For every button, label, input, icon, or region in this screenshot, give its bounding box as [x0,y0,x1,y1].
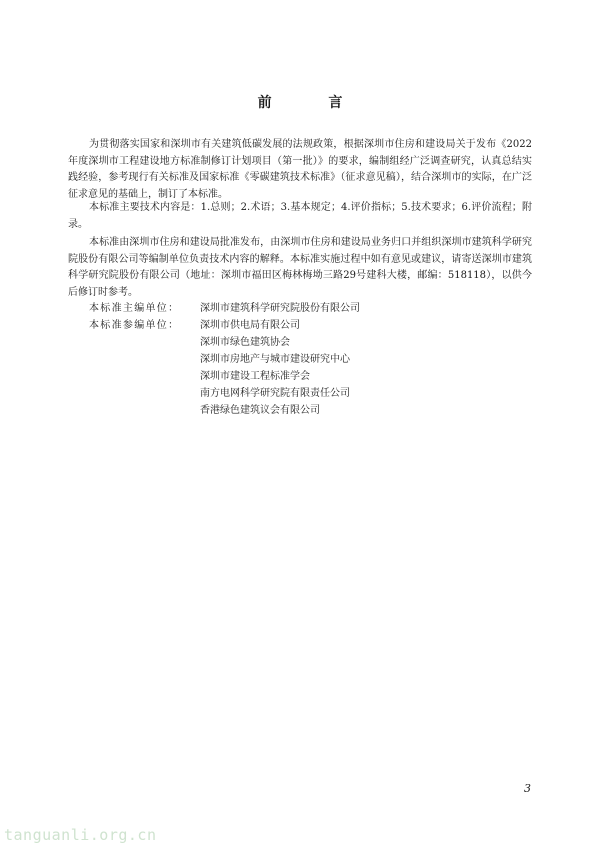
participant-name: 深圳市建设工程标准学会 [200,371,310,382]
participant-name: 深圳市绿色建筑协会 [200,337,290,348]
page-title: 前 言 [257,95,369,111]
watermark-text: tanguanli.org.cn [4,826,157,844]
chief-editor-row [89,301,360,318]
technical-content-paragraph: 本标准主要技术内容是：1.总则；2.术语；3.基本规定；4.评价指标；5.技术要求；6.评价流程；附录。 [68,202,532,230]
page-number: 3 [524,782,531,795]
participant-name: 南方电网科学研究院有限责任公司 [200,388,350,399]
participant-name: 香港绿色建筑议会有限公司 [200,405,320,416]
participant-row [89,318,300,335]
approval-paragraph: 本标准由深圳市住房和建设局批准发布，由深圳市住房和建设局业务归口并组织深圳市建筑科学研究院股份有限公司等编制单位负责技术内容的解释。本标准实施过程中如有意见或建议，请寄送深圳市建筑科学研究院股份有限公司（地址：深圳市福田区梅林梅坳三路29号建科大楼，邮编：518118），以供今后修订时参考。 [68,237,532,298]
participant-label: 本标准参编单位： [89,320,180,331]
participant-name: 深圳市供电局有限公司 [200,320,300,331]
intro-paragraph: 为贯彻落实国家和深圳市有关建筑低碳发展的法规政策，根据深圳市住房和建设局关于发布《2022年度深圳市工程建设地方标准制修订计划项目（第一批）》的要求，编制组经广泛调查研究，认真总结实践经验，参考现行有关标准及国家标准《零碳建筑技术标准》（征求意见稿），结合深圳市的实际，在广泛征求意见的基础上，制订了本标准。 [68,139,532,200]
chief-editor-name: 深圳市建筑科学研究院股份有限公司 [200,303,360,314]
participant-name: 深圳市房地产与城市建设研究中心 [200,354,350,365]
chief-editor-label: 本标准主编单位： [89,303,180,314]
